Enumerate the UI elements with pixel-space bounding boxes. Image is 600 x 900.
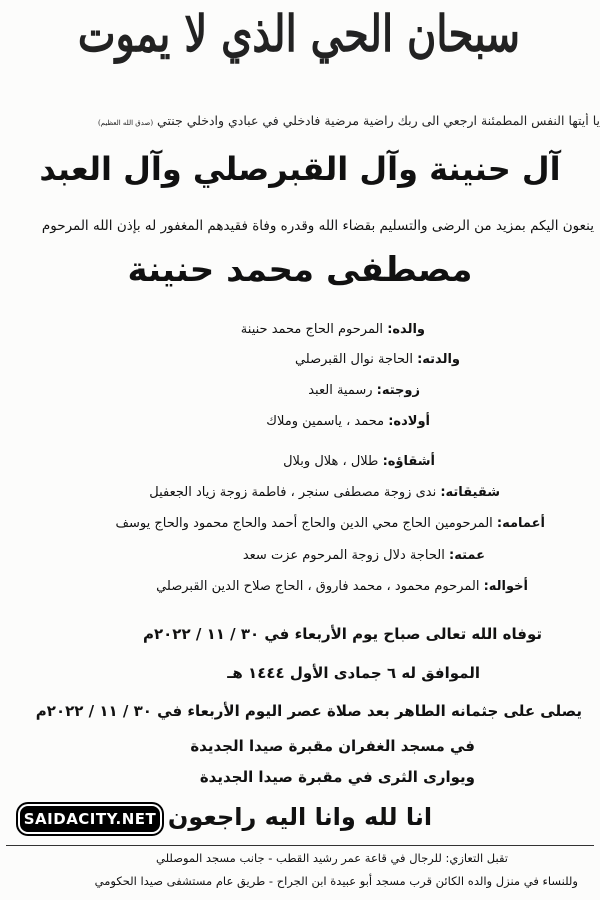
relative-maternal-uncles xyxy=(156,579,528,594)
hijri-date: الموافق له ٦ جمادى الأول ١٤٤٤ هـ xyxy=(227,664,480,682)
saidacity-logo: SAIDACITY.NET xyxy=(20,806,160,832)
relative-aunt xyxy=(243,548,485,563)
relative-label: أعمامه: xyxy=(496,516,545,531)
relative-mother xyxy=(295,352,460,367)
relative-label: أشقاؤه: xyxy=(382,454,435,469)
relative-value: محمد ، ياسمين وملاك xyxy=(266,414,385,429)
relative-label: شقيقاته: xyxy=(440,485,500,500)
relative-father xyxy=(241,322,425,337)
condolences-women: وللنساء في منزل والده الكائن قرب مسجد أبو عبيدة ابن الجراح - طريق عام مستشفى صيدا الحكومي xyxy=(94,874,578,888)
calligraphy-header: سبحان الحي الذي لا يموت xyxy=(77,4,520,64)
relative-value: الحاجة دلال زوجة المرحوم عزت سعد xyxy=(242,548,445,563)
relative-label: عمته: xyxy=(449,548,485,563)
announcement-text: ينعون اليكم بمزيد من الرضى والتسليم بقضاء الله وقدره وفاة فقيدهم المغفور له بإذن الله المرحوم xyxy=(41,218,594,234)
relative-label: والدته: xyxy=(417,352,460,367)
condolences-men: تقبل التعازي: للرجال في قاعة عمر رشيد القطب - جانب مسجد الموصللي xyxy=(156,851,508,865)
relative-brothers xyxy=(283,454,435,469)
relative-label: أولاده: xyxy=(388,414,430,429)
relative-label: زوجته: xyxy=(376,383,420,398)
family-names: آل حنينة وآل القبرصلي وآل العبد xyxy=(39,150,561,188)
mosque-info: في مسجد الغفران مقبرة صيدا الجديدة xyxy=(190,737,475,755)
quran-phrase: انا لله وانا اليه راجعون xyxy=(167,803,433,831)
relative-label: أخواله: xyxy=(483,579,528,594)
relative-value: المرحوم الحاج محمد حنينة xyxy=(240,322,384,337)
relative-value: المرحومين الحاج محي الدين والحاج أحمد والحاج محمود والحاج يوسف xyxy=(115,516,493,531)
deceased-name: مصطفى محمد حنينة xyxy=(127,250,473,290)
prayer-info: يصلى على جثمانه الطاهر بعد صلاة عصر اليوم الأربعاء في ٣٠ / ١١ / ٢٠٢٢م xyxy=(35,702,582,720)
relative-wife xyxy=(308,383,420,398)
relative-children xyxy=(266,414,430,429)
relative-value: طلال ، هلال وبلال xyxy=(283,454,379,469)
quran-verse xyxy=(0,113,600,128)
relative-value: ندى زوجة مصطفى سنجر ، فاطمة زوجة زياد الجعفيل xyxy=(149,485,437,500)
relative-value: المرحوم محمود ، محمد فاروق ، الحاج صلاح الدين القبرصلي xyxy=(156,579,480,594)
relative-sisters xyxy=(149,485,500,500)
relative-value: الحاجة نوال القبرصلي xyxy=(294,352,413,367)
relative-value: رسمية العبد xyxy=(308,383,373,398)
verse-text: يا أيتها النفس المطمئنة ارجعي الى ربك راضية مرضية فادخلي في عبادي وادخلي جنتي xyxy=(157,113,600,128)
burial-info: ويوارى الثرى في مقبرة صيدا الجديدة xyxy=(199,768,475,786)
death-date: توفاه الله تعالى صباح يوم الأربعاء في ٣٠ / ١١ / ٢٠٢٢م xyxy=(143,625,542,643)
divider xyxy=(6,845,594,846)
relative-label: والده: xyxy=(387,322,425,337)
verse-source: (صدق الله العظيم) xyxy=(97,119,154,127)
relative-uncles xyxy=(116,516,545,531)
